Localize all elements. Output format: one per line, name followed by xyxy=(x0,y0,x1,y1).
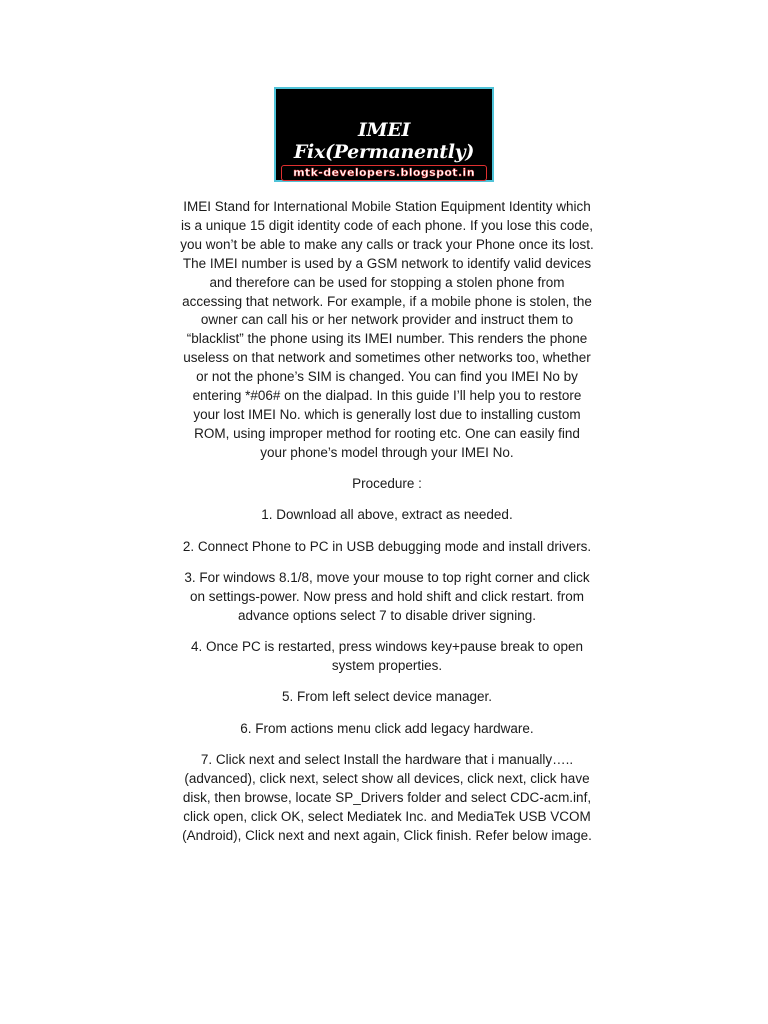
title-banner xyxy=(274,87,494,182)
step-1: 1. Download all above, extract as needed. xyxy=(261,507,513,523)
step-3: 3. For windows 8.1/8, move your mouse to top right corner and click on settings-power. Now press and hold shift and click restart. from advance options select 7 to disable driver signing. xyxy=(184,569,590,623)
step-2: 2. Connect Phone to PC in USB debugging mode and install drivers. xyxy=(182,538,592,554)
step-5: 5. From left select device manager. xyxy=(281,689,493,705)
step-6: 6. From actions menu click add legacy hardware. xyxy=(240,720,534,736)
step-4: 4. Once PC is restarted, press windows key+pause break to open system properties. xyxy=(190,639,584,674)
intro-paragraph: IMEI Stand for International Mobile Station Equipment Identity which is a unique 15 digit identity code of each phone. If you lose this code, you won’t be able to make any calls or track your Phone once its lost. The IMEI number is used by a GSM network to identify valid devices and therefore can be used for stopping a stolen phone from accessing that network. For example, if a mobile phone is stolen, the owner can call his or her network provider and instruct them to “blacklist” the phone using its IMEI number. This renders the phone useless on that network and sometimes other networks too, whether or not the phone’s SIM is changed. You can find you IMEI No by entering *#06# on the dialpad. In this guide I’ll help you to restore your lost IMEI No. which is generally lost due to installing custom ROM, using improper method for rooting etc. One can easily find your phone’s model through your IMEI No. xyxy=(180,199,594,460)
banner-url-badge: mtk-developers.blogspot.in xyxy=(281,165,487,181)
article-body xyxy=(180,198,594,858)
procedure-heading: Procedure : xyxy=(352,475,422,491)
banner-title: IMEI Fix(Permanently) xyxy=(293,119,475,163)
step-7: 7. Click next and select Install the hardware that i manually….. (advanced), click next, select show all devices, click next, click have disk, then browse, locate SP_Drivers folder and select CDC-acm.inf, click open, click OK, select Mediatek Inc. and MediaTek USB VCOM (Android), Click next and next again, Click finish. Refer below image. xyxy=(182,752,592,843)
